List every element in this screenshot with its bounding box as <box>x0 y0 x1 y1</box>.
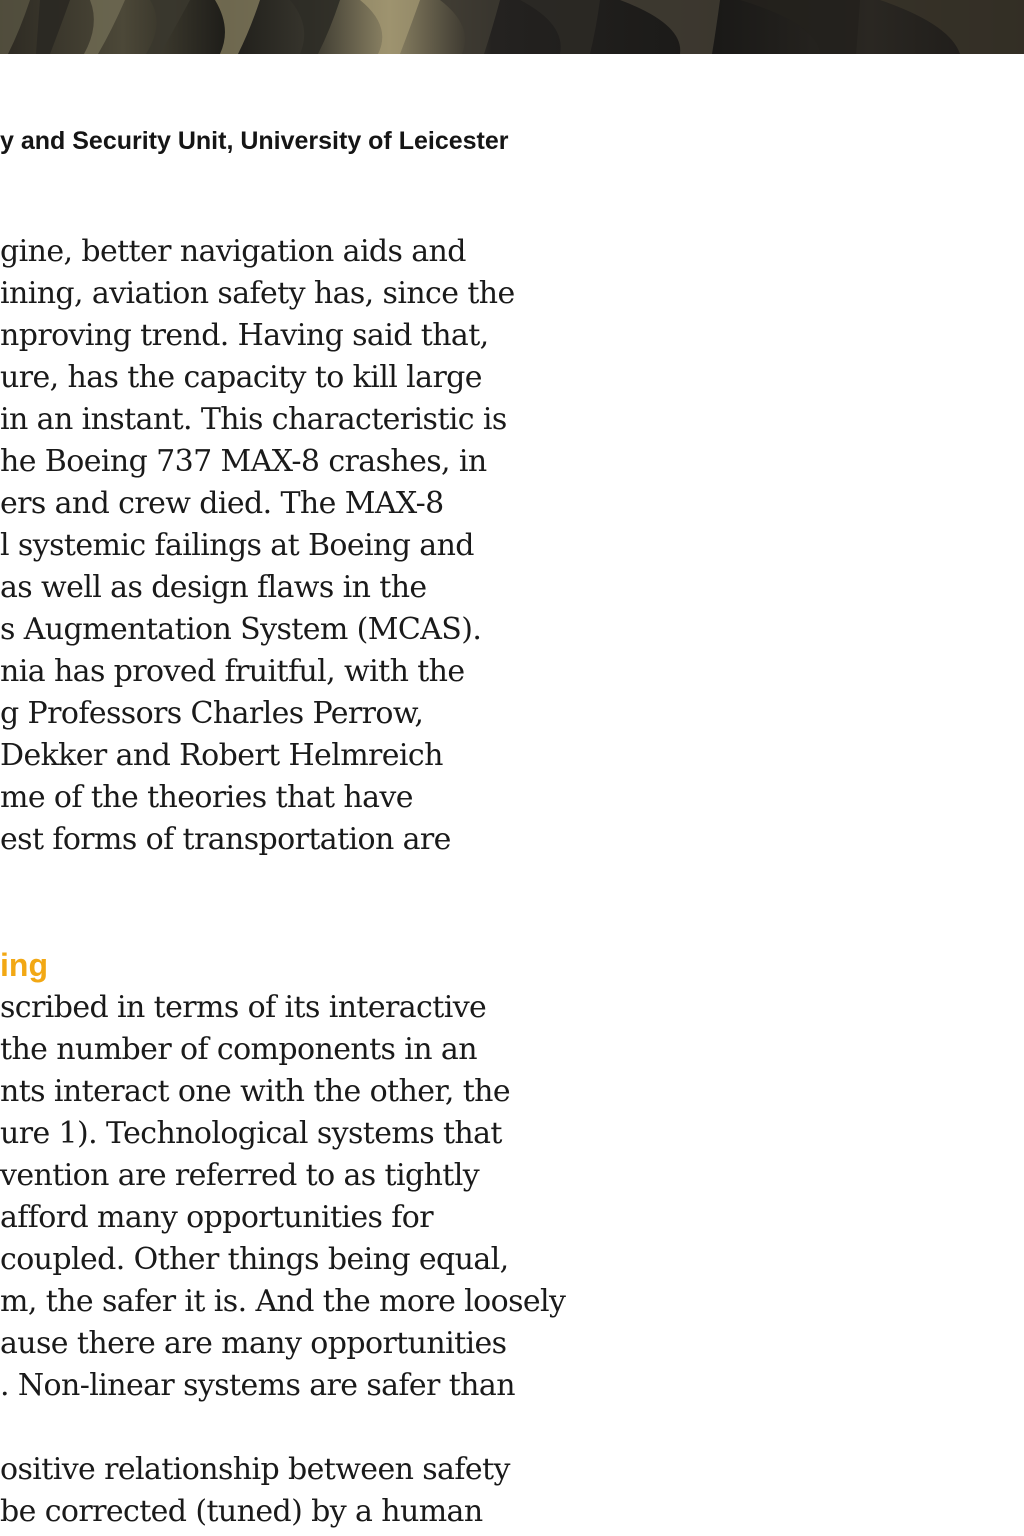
text-line: gine, better navigation aids and <box>0 234 466 269</box>
header-image <box>0 0 1024 54</box>
text-line: g Professors Charles Perrow, <box>0 696 424 731</box>
text-line: ure 1). Technological systems that <box>0 1116 502 1151</box>
text-line: nts interact one with the other, the <box>0 1074 511 1109</box>
text-line: l systemic failings at Boeing and <box>0 528 474 563</box>
text-line: Dekker and Robert Helmreich <box>0 738 443 773</box>
body-paragraph-intro <box>0 231 580 861</box>
turbine-blades-graphic <box>0 0 1024 54</box>
author-affiliation: y and Security Unit, University of Leicester <box>0 127 509 155</box>
text-line: afford many opportunities for <box>0 1200 433 1235</box>
body-paragraph-continued <box>0 1449 580 1533</box>
text-line: nia has proved fruitful, with the <box>0 654 465 689</box>
text-line: nproving trend. Having said that, <box>0 318 489 353</box>
text-line: ause there are many opportunities <box>0 1326 507 1361</box>
text-line: ining, aviation safety has, since the <box>0 276 515 311</box>
text-line: s Augmentation System (MCAS). <box>0 612 482 647</box>
text-line: . Non-linear systems are safer than <box>0 1368 515 1403</box>
text-line: ure, has the capacity to kill large <box>0 360 482 395</box>
text-line: he Boeing 737 MAX-8 crashes, in <box>0 444 487 479</box>
text-line: the number of components in an <box>0 1032 477 1067</box>
text-line: est forms of transportation are <box>0 822 451 857</box>
text-line: coupled. Other things being equal, <box>0 1242 509 1277</box>
text-line: ers and crew died. The MAX-8 <box>0 486 444 521</box>
body-paragraph-coupling <box>0 987 580 1407</box>
text-line: vention are referred to as tightly <box>0 1158 480 1193</box>
text-line: in an instant. This characteristic is <box>0 402 507 437</box>
text-line: as well as design flaws in the <box>0 570 427 605</box>
text-line: ositive relationship between safety <box>0 1452 510 1487</box>
section-heading: ing <box>0 947 48 983</box>
text-line: me of the theories that have <box>0 780 413 815</box>
text-line: m, the safer it is. And the more loosely <box>0 1284 566 1319</box>
text-line: scribed in terms of its interactive <box>0 990 487 1025</box>
text-line: be corrected (tuned) by a human <box>0 1494 483 1529</box>
